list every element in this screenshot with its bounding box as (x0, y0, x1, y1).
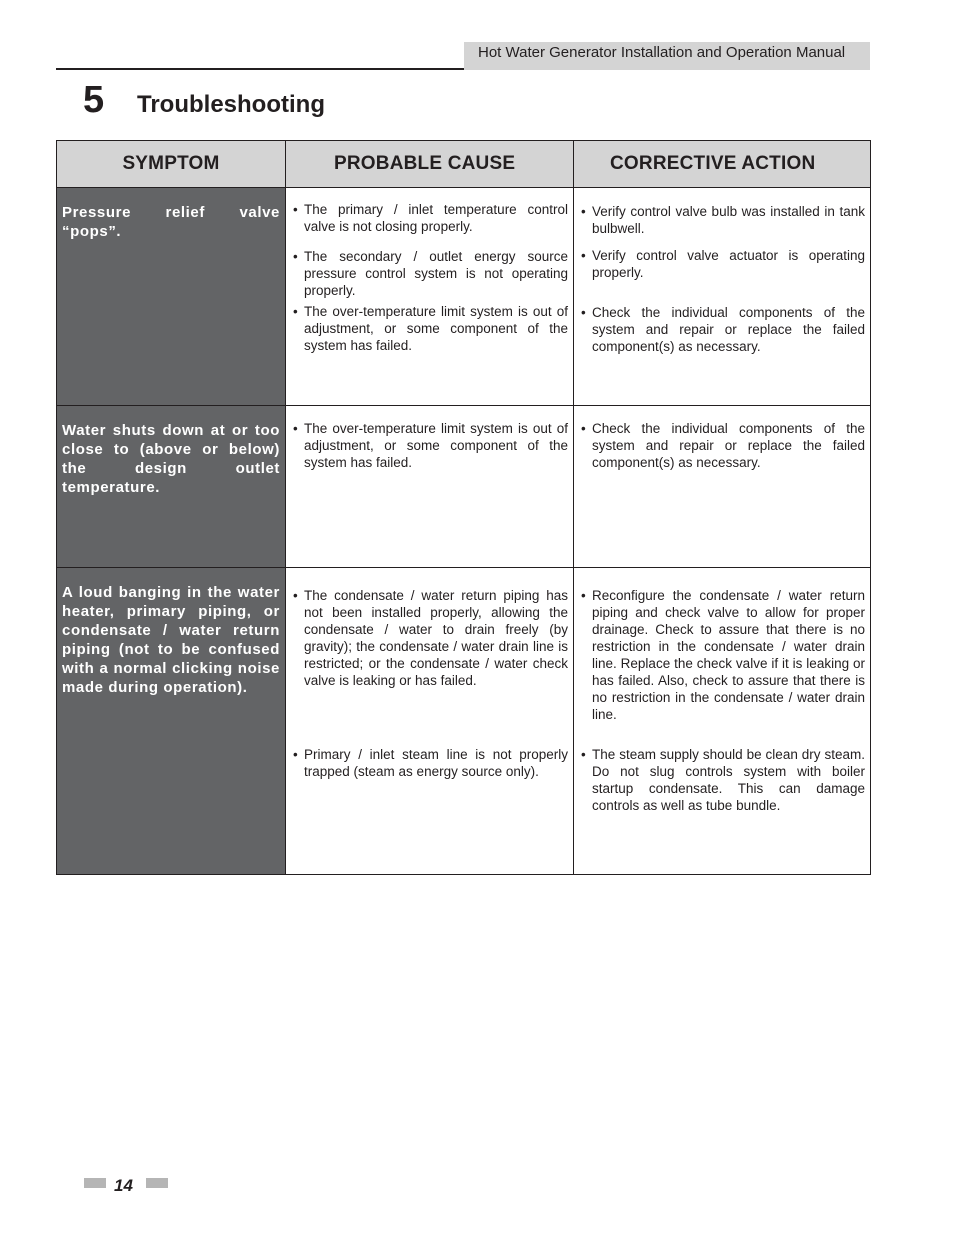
action-cell (574, 406, 871, 568)
action-item (581, 587, 865, 723)
cause-item (293, 303, 568, 354)
section-number: 5 (83, 79, 105, 121)
bullet-marker: • (581, 747, 586, 762)
action-text: Reconfigure the condensate / water return piping and check valve to allow for proper drainage. Check to assure that there is no restriction in the condensate / water drain line. Replace the check valve if it is leaking or has failed. Also, check to assure that there is no restriction in the condensate / water drain line. (592, 588, 865, 722)
symptom-cell: Water shuts down at or too close to (above or below) the design outlet temperature. (57, 406, 286, 568)
table-row (57, 406, 871, 568)
bullet-marker: • (293, 304, 298, 319)
section-title: Troubleshooting (137, 91, 325, 118)
symptom-cell: A loud banging in the water heater, primary piping, or condensate / water return piping (not to be confused with a normal clicking noise made during operation). (57, 568, 286, 875)
cause-cell (286, 406, 574, 568)
cause-text: The condensate / water return piping has not been installed properly, allowing the condensate / water to drain freely (by gravity); the condensate / water drain line is restricted; or the condensate / water check valve is leaking or has failed. (304, 588, 568, 688)
action-text: Verify control valve actuator is operating properly. (592, 248, 865, 280)
column-header-corrective-action: CORRECTIVE ACTION (574, 141, 871, 188)
bullet-marker: • (293, 747, 298, 762)
column-header-probable-cause: PROBABLE CAUSE (286, 141, 574, 188)
cause-cell (286, 568, 574, 875)
action-text: Check the individual components of the system and repair or replace the failed component(s) as necessary. (592, 305, 865, 354)
bullet-marker: • (581, 204, 586, 219)
bullet-marker: • (581, 421, 586, 436)
page-number: 14 (114, 1176, 133, 1195)
column-header-symptom: SYMPTOM (57, 141, 286, 188)
action-cell (574, 568, 871, 875)
manual-title: Hot Water Generator Installation and Operation Manual (464, 42, 870, 70)
cause-text: The over-temperature limit system is out of adjustment, or some component of the system has failed. (304, 304, 568, 353)
action-cell (574, 188, 871, 406)
action-item (581, 746, 865, 814)
action-text: Check the individual components of the system and repair or replace the failed component(s) as necessary. (592, 421, 865, 470)
cause-item (293, 587, 568, 689)
symptom-cell: Pressure relief valve “pops”. (57, 188, 286, 406)
cause-item (293, 248, 568, 299)
bullet-marker: • (293, 249, 298, 264)
bullet-marker: • (581, 305, 586, 320)
troubleshooting-table (56, 140, 871, 875)
page-number-bar-left (84, 1178, 106, 1188)
cause-item (293, 201, 568, 235)
action-text: Verify control valve bulb was installed in tank bulbwell. (592, 204, 865, 236)
action-text: The steam supply should be clean dry steam. Do not slug controls system with boiler startup condensate. This can damage controls as well as tube bundle. (592, 747, 865, 813)
action-item (581, 304, 865, 355)
cause-text: Primary / inlet steam line is not properly trapped (steam as energy source only). (304, 747, 568, 779)
bullet-marker: • (293, 202, 298, 217)
page-number-bar-right (146, 1178, 168, 1188)
header-rule (56, 68, 465, 70)
bullet-marker: • (581, 248, 586, 263)
action-item (581, 247, 865, 281)
cause-item (293, 420, 568, 471)
table-row (57, 568, 871, 875)
table-header-row (57, 141, 871, 188)
action-item (581, 420, 865, 471)
bullet-marker: • (581, 588, 586, 603)
bullet-marker: • (293, 588, 298, 603)
action-item (581, 203, 865, 237)
cause-text: The primary / inlet temperature control valve is not closing properly. (304, 202, 568, 234)
cause-text: The secondary / outlet energy source pressure control system is not operating properly. (304, 249, 568, 298)
bullet-marker: • (293, 421, 298, 436)
cause-cell (286, 188, 574, 406)
cause-item (293, 746, 568, 780)
table-row (57, 188, 871, 406)
cause-text: The over-temperature limit system is out of adjustment, or some component of the system has failed. (304, 421, 568, 470)
